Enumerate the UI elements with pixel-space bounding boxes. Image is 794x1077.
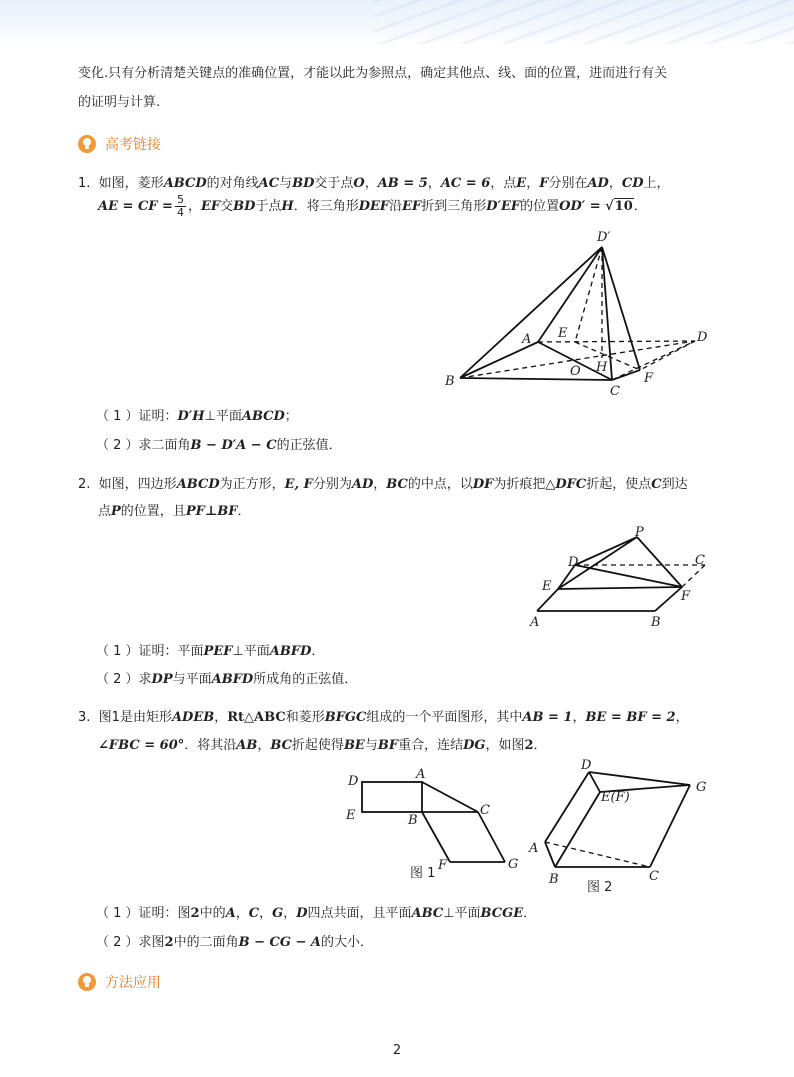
q1-part-2: （ 2 ）求二面角B − D′A − C的正弦值． — [96, 438, 342, 453]
header-band — [0, 0, 794, 44]
q1-line-2: AE = CF = $\frac{5}{4}$ ，EF交BD于点H．将三角形DEF沿EF折到三角形D′EF的位置OD′ = √10． — [98, 193, 647, 219]
q3-line-1: 3. 图1是由矩形ADEB，Rt△ABC和菱形BFGC组成的一个平面图形，其中AB = 1，BE = BF = 2， — [78, 710, 689, 725]
section-heading-gaokao — [78, 134, 161, 154]
q1-line-1: 1. 如图，菱形ABCD的对角线AC与BD交于点O，AB = 5，AC = 6，点E，F分别在AD，CD上， — [78, 176, 670, 191]
figure-2-caption: 图 2 — [587, 880, 613, 895]
label-EF: E(F) — [601, 790, 630, 805]
label-C: C — [610, 384, 620, 399]
q2-line-1: 2. 如图，四边形ABCD为正方形，E, F分别为AD，BC的中点，以DF为折痕把△DFC折起，使点C到达 — [78, 477, 688, 492]
label-D: D — [697, 330, 708, 345]
label-C: C — [695, 553, 705, 568]
label-B: B — [408, 813, 418, 828]
label-B: B — [549, 872, 559, 887]
label-E: E — [558, 326, 568, 341]
q1-number: 1. — [78, 176, 91, 191]
label-P: P — [635, 525, 644, 540]
label-F: F — [681, 589, 691, 604]
section-title: 方法应用 — [105, 975, 161, 991]
label-A: A — [416, 767, 426, 782]
label-A: A — [522, 332, 532, 347]
lightbulb-icon — [78, 973, 96, 991]
q2-figure — [525, 525, 725, 635]
label-E: E — [346, 808, 356, 823]
q3-figure-2 — [525, 755, 725, 895]
label-C: C — [480, 803, 490, 818]
section-title: 高考链接 — [105, 137, 161, 153]
q3-part-1: （ 1 ）证明：图2中的A，C，G，D四点共面，且平面ABC⊥平面BCGE． — [96, 906, 537, 921]
label-D: D — [581, 758, 592, 773]
figure-1-caption: 图 1 — [410, 866, 436, 881]
label-O: O — [570, 364, 581, 379]
q3-figure-1 — [340, 762, 530, 887]
section-heading-method — [78, 972, 161, 992]
label-F: F — [438, 858, 448, 873]
label-B: B — [445, 374, 455, 389]
q1-figure-pyramid — [440, 225, 720, 400]
lightbulb-icon — [78, 135, 96, 153]
q2-line-2: 点P的位置，且PF⊥BF． — [98, 504, 251, 519]
q3-number: 3. — [78, 710, 91, 725]
label-A: A — [529, 841, 539, 856]
label-F: F — [644, 371, 654, 386]
q2-number: 2. — [78, 477, 91, 492]
label-D: D — [568, 555, 579, 570]
q1-part-1: （ 1 ）证明：D′H⊥平面ABCD； — [96, 409, 298, 424]
label-A: A — [530, 615, 540, 630]
intro-line-2: 的证明与计算. — [78, 95, 161, 110]
q2-part-1: （ 1 ）证明：平面PEF⊥平面ABFD． — [96, 644, 325, 659]
intro-line-1: 变化.只有分析清楚关键点的准确位置，才能以此为参照点，确定其他点、线、面的位置，进而进行有关 — [78, 66, 668, 81]
q3-part-2: （ 2 ）求图2中的二面角B − CG − A的大小． — [96, 935, 374, 950]
label-C: C — [649, 869, 659, 884]
label-G: G — [508, 857, 519, 872]
label-H: H — [596, 360, 608, 375]
q2-part-2: （ 2 ）求DP与平面ABFD所成角的正弦值． — [96, 672, 358, 687]
label-Dprime: D′ — [597, 230, 611, 245]
label-G: G — [696, 780, 707, 795]
label-B: B — [651, 615, 661, 630]
q3-line-2: ∠FBC = 60°．将其沿AB，BC折起使得BE与BF重合，连结DG，如图2． — [98, 738, 547, 753]
label-E: E — [542, 579, 552, 594]
page-number: 2 — [392, 1043, 402, 1058]
label-D: D — [348, 774, 359, 789]
fraction: $\frac{5}{4}$ — [176, 193, 184, 219]
